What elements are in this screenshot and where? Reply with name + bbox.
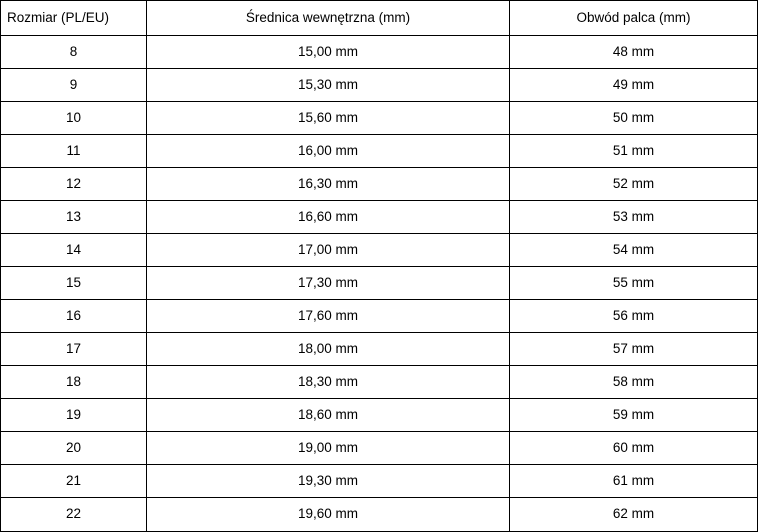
cell-finger-circumference: 58 mm xyxy=(510,366,758,399)
cell-inner-diameter: 16,60 mm xyxy=(147,201,510,234)
cell-size: 19 xyxy=(1,399,147,432)
table-header-row xyxy=(1,1,758,36)
cell-size: 15 xyxy=(1,267,147,300)
cell-finger-circumference: 54 mm xyxy=(510,234,758,267)
cell-finger-circumference: 62 mm xyxy=(510,498,758,532)
cell-finger-circumference: 60 mm xyxy=(510,432,758,465)
cell-finger-circumference: 59 mm xyxy=(510,399,758,432)
column-header-size: Rozmiar (PL/EU) xyxy=(1,1,147,36)
cell-inner-diameter: 19,00 mm xyxy=(147,432,510,465)
cell-finger-circumference: 61 mm xyxy=(510,465,758,498)
cell-size: 20 xyxy=(1,432,147,465)
table-row xyxy=(1,36,758,69)
cell-size: 12 xyxy=(1,168,147,201)
table-row xyxy=(1,201,758,234)
table-row xyxy=(1,102,758,135)
cell-inner-diameter: 17,30 mm xyxy=(147,267,510,300)
cell-inner-diameter: 18,30 mm xyxy=(147,366,510,399)
cell-finger-circumference: 52 mm xyxy=(510,168,758,201)
cell-finger-circumference: 56 mm xyxy=(510,300,758,333)
cell-inner-diameter: 17,00 mm xyxy=(147,234,510,267)
table-header xyxy=(1,1,758,36)
cell-inner-diameter: 15,60 mm xyxy=(147,102,510,135)
cell-finger-circumference: 48 mm xyxy=(510,36,758,69)
cell-size: 18 xyxy=(1,366,147,399)
cell-size: 22 xyxy=(1,498,147,532)
cell-size: 16 xyxy=(1,300,147,333)
cell-finger-circumference: 57 mm xyxy=(510,333,758,366)
cell-inner-diameter: 16,00 mm xyxy=(147,135,510,168)
table-row xyxy=(1,498,758,532)
cell-finger-circumference: 50 mm xyxy=(510,102,758,135)
cell-inner-diameter: 15,00 mm xyxy=(147,36,510,69)
cell-inner-diameter: 19,30 mm xyxy=(147,465,510,498)
cell-size: 9 xyxy=(1,69,147,102)
cell-size: 13 xyxy=(1,201,147,234)
cell-inner-diameter: 15,30 mm xyxy=(147,69,510,102)
cell-size: 14 xyxy=(1,234,147,267)
table-row xyxy=(1,465,758,498)
table-row xyxy=(1,300,758,333)
column-header-inner-diameter: Średnica wewnętrzna (mm) xyxy=(147,1,510,36)
table-row xyxy=(1,399,758,432)
cell-size: 8 xyxy=(1,36,147,69)
table-row xyxy=(1,168,758,201)
cell-inner-diameter: 16,30 mm xyxy=(147,168,510,201)
table-row xyxy=(1,234,758,267)
table-row xyxy=(1,135,758,168)
table-body xyxy=(1,36,758,532)
cell-inner-diameter: 18,60 mm xyxy=(147,399,510,432)
cell-inner-diameter: 18,00 mm xyxy=(147,333,510,366)
table-row xyxy=(1,333,758,366)
cell-size: 21 xyxy=(1,465,147,498)
cell-size: 10 xyxy=(1,102,147,135)
cell-finger-circumference: 51 mm xyxy=(510,135,758,168)
cell-inner-diameter: 19,60 mm xyxy=(147,498,510,532)
column-header-finger-circumference: Obwód palca (mm) xyxy=(510,1,758,36)
table-row xyxy=(1,267,758,300)
cell-finger-circumference: 55 mm xyxy=(510,267,758,300)
cell-size: 11 xyxy=(1,135,147,168)
cell-finger-circumference: 53 mm xyxy=(510,201,758,234)
cell-finger-circumference: 49 mm xyxy=(510,69,758,102)
table-row xyxy=(1,432,758,465)
table-row xyxy=(1,366,758,399)
cell-inner-diameter: 17,60 mm xyxy=(147,300,510,333)
cell-size: 17 xyxy=(1,333,147,366)
table-row xyxy=(1,69,758,102)
